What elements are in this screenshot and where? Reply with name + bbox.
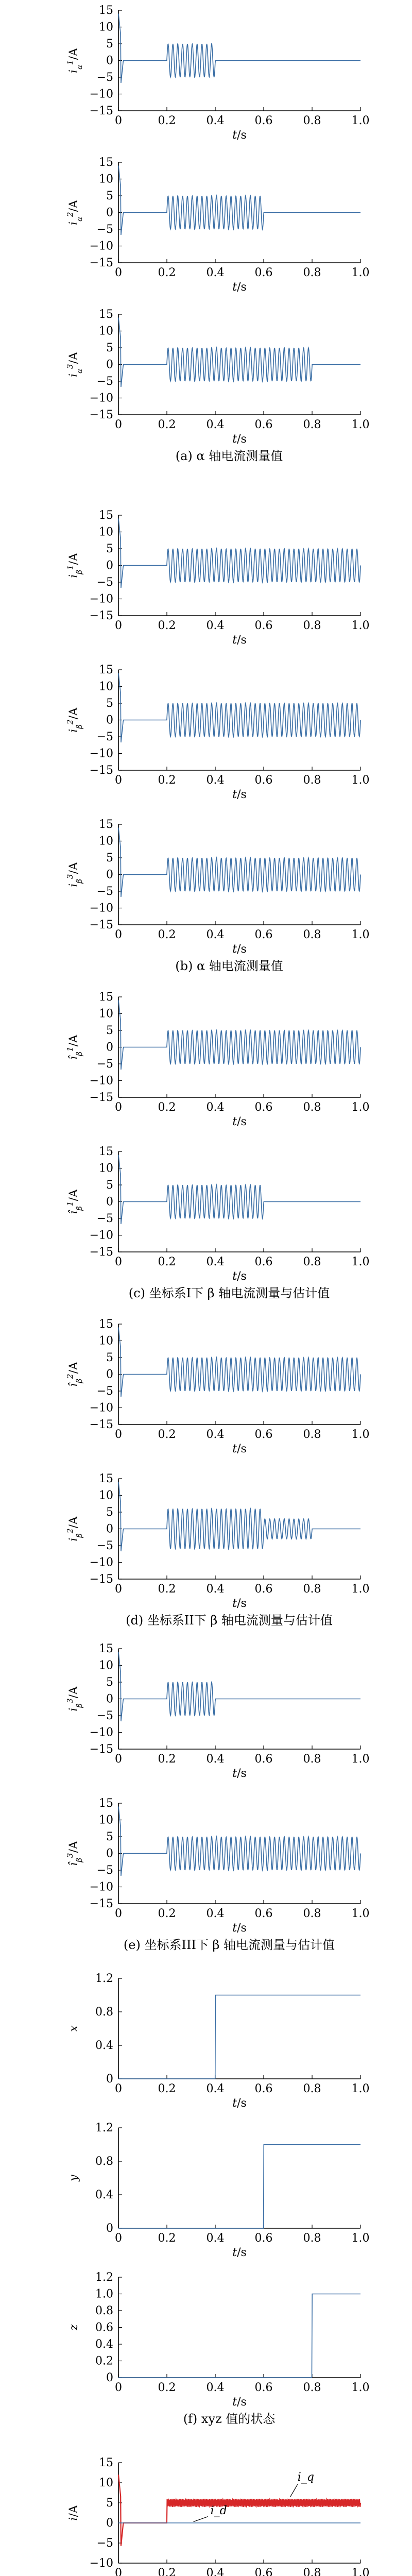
y-axis-label: $î_\beta^1/A$	[65, 1035, 84, 1060]
y-tick-label: 0	[106, 868, 113, 882]
y-tick-label: −5	[96, 576, 113, 589]
panel-caption: (f) xyz 值的状态	[183, 2412, 276, 2426]
y-tick-label: 10	[99, 680, 113, 693]
panel-caption: (d) 坐标系II下 β 轴电流测量与估计值	[126, 1613, 333, 1628]
y-tick-label: 15	[99, 991, 113, 1004]
x-tick-label: 0.6	[254, 2082, 273, 2095]
y-tick-label: 0	[106, 2371, 113, 2384]
x-tick-label: 0.2	[158, 774, 176, 787]
series-line-1	[118, 1155, 360, 1225]
x-tick-label: 0.8	[303, 2381, 321, 2394]
y-tick-label: 0	[106, 54, 113, 67]
x-tick-label: 0.8	[303, 114, 321, 127]
x-tick-label: 0	[115, 1907, 122, 1920]
y-tick-label: 0.4	[95, 2338, 113, 2351]
series-line-1	[118, 2145, 360, 2229]
x-tick-label: 0	[115, 2082, 122, 2095]
x-tick-label: 0.8	[303, 1753, 321, 1766]
annotation-id: i_d	[210, 2504, 227, 2517]
y-tick-label: −15	[89, 919, 113, 931]
x-tick-label: 0.4	[206, 1256, 225, 1268]
x-tick-label: 0.6	[254, 266, 273, 279]
y-tick-label: 10	[99, 1007, 113, 1021]
x-axis-label: t/s	[232, 2396, 247, 2409]
y-axis-label: $î_\beta^1/A$	[65, 1189, 84, 1214]
series-line-1	[118, 1328, 360, 1397]
x-tick-label: 0.6	[254, 114, 273, 127]
series-line-1	[118, 1807, 360, 1876]
x-tick-label: 0.6	[254, 418, 273, 431]
series-line-1	[118, 1652, 360, 1722]
y-tick-label: −10	[89, 747, 113, 760]
x-tick-label: 0.4	[206, 2082, 225, 2095]
y-tick-label: 5	[106, 1831, 113, 1843]
y-tick-label: −5	[96, 375, 113, 388]
x-axis-label: t/s	[232, 129, 247, 142]
y-tick-label: 10	[99, 1814, 113, 1827]
x-tick-label: 0	[115, 619, 122, 632]
x-tick-label: 0.8	[303, 1256, 321, 1268]
x-tick-label: 1.0	[351, 418, 370, 431]
y-tick-label: 0.8	[95, 2006, 113, 2019]
x-tick-label: 0	[115, 2381, 122, 2394]
y-tick-label: 10	[99, 526, 113, 539]
y-tick-label: 15	[99, 664, 113, 676]
x-tick-label: 0.2	[158, 2567, 176, 2576]
y-tick-label: 0	[106, 1368, 113, 1381]
y-axis-label: $i_\beta^3/A$	[65, 862, 84, 887]
y-axis-label: $i_\beta^1/A$	[65, 553, 84, 578]
y-tick-label: −15	[89, 409, 113, 421]
y-tick-label: −10	[89, 592, 113, 606]
x-axis-label: t/s	[232, 1115, 247, 1128]
x-axis-label: t/s	[232, 1767, 247, 1780]
x-tick-label: 0.2	[158, 2381, 176, 2394]
y-tick-label: 0.8	[95, 2155, 113, 2168]
y-axis-label: i/A	[67, 2505, 80, 2521]
y-tick-label: −15	[89, 1743, 113, 1756]
y-tick-label: 10	[99, 1659, 113, 1672]
x-axis-label: t/s	[232, 2097, 247, 2110]
y-tick-label: 10	[99, 2477, 113, 2489]
y-tick-label: 5	[106, 852, 113, 865]
y-tick-label: 5	[106, 543, 113, 555]
chart-panel-13	[67, 1972, 370, 2110]
x-tick-label: 0.2	[158, 418, 176, 431]
y-tick-label: 10	[99, 325, 113, 338]
y-tick-label: −5	[96, 1539, 113, 1552]
x-tick-label: 0.8	[303, 1583, 321, 1596]
series-line-1	[118, 1001, 360, 1070]
y-tick-label: 0	[106, 1522, 113, 1536]
y-tick-label: 15	[99, 1145, 113, 1158]
chart-panel-11	[65, 1642, 370, 1780]
x-axis-label: t/s	[232, 1597, 247, 1610]
y-axis-label: $i_\beta^2/A$	[65, 707, 84, 733]
y-tick-label: 10	[99, 1489, 113, 1502]
x-tick-label: 0.4	[206, 1907, 225, 1920]
x-tick-label: 0.8	[303, 1907, 321, 1920]
y-tick-label: −10	[89, 1074, 113, 1088]
y-tick-label: 0	[106, 2222, 113, 2235]
y-tick-label: 15	[99, 2456, 113, 2469]
y-tick-label: 10	[99, 173, 113, 186]
x-tick-label: 0.2	[158, 2232, 176, 2245]
x-tick-label: 0.6	[254, 1101, 273, 1114]
y-tick-label: 1.2	[95, 2122, 113, 2134]
y-tick-label: 1.2	[95, 2271, 113, 2284]
y-tick-label: 10	[99, 1162, 113, 1175]
series-line-1	[118, 318, 360, 387]
chart-panel-4	[65, 509, 370, 647]
x-tick-label: 1.0	[351, 2232, 370, 2245]
y-tick-label: 0	[106, 1692, 113, 1706]
y-tick-label: −5	[96, 885, 113, 898]
x-tick-label: 1.0	[351, 2082, 370, 2095]
x-tick-label: 1.0	[351, 1256, 370, 1268]
series-line-1	[118, 1482, 360, 1552]
y-tick-label: −5	[96, 1709, 113, 1722]
y-axis-label: $i_a^2/A$	[65, 200, 84, 225]
y-tick-label: −5	[96, 223, 113, 236]
x-tick-label: 0.6	[254, 2567, 273, 2576]
y-tick-label: 5	[106, 2497, 113, 2510]
panel-caption: (b) α 轴电流测量值	[175, 959, 283, 973]
y-tick-label: −5	[96, 1058, 113, 1071]
y-axis-label: $î_\beta^3/A$	[65, 1841, 84, 1866]
series-line-1	[118, 673, 360, 743]
y-tick-label: 5	[106, 1024, 113, 1037]
y-tick-label: −15	[89, 1573, 113, 1586]
y-axis-label: $î_\beta^2/A$	[65, 1362, 84, 1387]
annotation-iq: i_q	[297, 2471, 314, 2484]
x-tick-label: 0.6	[254, 1583, 273, 1596]
x-tick-label: 0	[115, 928, 122, 941]
series-line-1	[118, 14, 360, 83]
chart-panel-7	[65, 991, 370, 1128]
y-tick-label: 10	[99, 21, 113, 34]
y-tick-label: −15	[89, 1418, 113, 1431]
x-tick-label: 0.2	[158, 266, 176, 279]
chart-panel-10	[65, 1472, 370, 1628]
x-tick-label: 1.0	[351, 1753, 370, 1766]
x-tick-label: 0.2	[158, 2082, 176, 2095]
x-tick-label: 0	[115, 774, 122, 787]
y-tick-label: 0	[106, 2517, 113, 2530]
x-tick-label: 0	[115, 1753, 122, 1766]
chart-panel-14	[67, 2122, 370, 2259]
x-tick-label: 0.4	[206, 1753, 225, 1766]
y-tick-label: −10	[89, 1401, 113, 1415]
x-tick-label: 0.4	[206, 1428, 225, 1441]
x-tick-label: 0.8	[303, 266, 321, 279]
x-axis-label: t/s	[232, 943, 247, 956]
y-tick-label: 0	[106, 358, 113, 371]
y-tick-label: −15	[89, 257, 113, 269]
y-tick-label: 15	[99, 1797, 113, 1810]
y-tick-label: 5	[106, 1506, 113, 1519]
x-tick-label: 0.8	[303, 2567, 321, 2576]
y-tick-label: −10	[89, 88, 113, 101]
x-axis-label: t/s	[232, 1270, 247, 1283]
y-tick-label: −15	[89, 1897, 113, 1910]
x-axis-label: t/s	[232, 433, 247, 446]
x-tick-label: 0.2	[158, 1428, 176, 1441]
chart-panel-5	[65, 664, 370, 801]
x-tick-label: 0	[115, 1101, 122, 1114]
x-tick-label: 1.0	[351, 1907, 370, 1920]
x-tick-label: 0.4	[206, 1583, 225, 1596]
x-tick-label: 0.6	[254, 2381, 273, 2394]
x-tick-label: 0.6	[254, 1753, 273, 1766]
x-tick-label: 1.0	[351, 266, 370, 279]
x-tick-label: 0.4	[206, 619, 225, 632]
y-tick-label: −15	[89, 1091, 113, 1104]
x-tick-label: 0.6	[254, 619, 273, 632]
x-tick-label: 0	[115, 418, 122, 431]
y-tick-label: −5	[96, 731, 113, 743]
x-tick-label: 1.0	[351, 1428, 370, 1441]
x-tick-label: 0.8	[303, 2082, 321, 2095]
y-axis-label: z	[67, 2324, 80, 2331]
x-tick-label: 1.0	[351, 928, 370, 941]
x-tick-label: 0.8	[303, 1101, 321, 1114]
y-tick-label: 1.2	[95, 1972, 113, 1985]
y-tick-label: −15	[89, 105, 113, 117]
x-tick-label: 0.6	[254, 2232, 273, 2245]
y-tick-label: 0	[106, 1847, 113, 1860]
y-tick-label: −10	[89, 1726, 113, 1739]
x-tick-label: 0.6	[254, 1428, 273, 1441]
panel-caption: (e) 坐标系III下 β 轴电流测量与估计值	[123, 1938, 335, 1952]
y-tick-label: 0	[106, 2073, 113, 2086]
y-tick-label: 10	[99, 835, 113, 848]
x-axis-label: t/s	[232, 1922, 247, 1935]
y-tick-label: 0	[106, 559, 113, 572]
y-tick-label: 15	[99, 509, 113, 522]
x-tick-label: 0.6	[254, 1907, 273, 1920]
y-tick-label: 0.6	[95, 2321, 113, 2334]
chart-panel-2	[65, 156, 370, 294]
panel-caption: (c) 坐标系I下 β 轴电流测量与估计值	[128, 1286, 330, 1300]
x-tick-label: 0.2	[158, 928, 176, 941]
x-axis-label: t/s	[232, 788, 247, 801]
x-tick-label: 0.6	[254, 774, 273, 787]
y-tick-label: 15	[99, 1318, 113, 1331]
x-tick-label: 0.2	[158, 1256, 176, 1268]
y-axis-label: $i_\beta^3/A$	[65, 1686, 84, 1711]
y-axis-label: x	[67, 2025, 80, 2032]
x-tick-label: 1.0	[351, 114, 370, 127]
y-tick-label: −10	[89, 1229, 113, 1242]
y-tick-label: 0	[106, 1195, 113, 1209]
annotation-arrow-id	[194, 2517, 208, 2522]
y-tick-label: 15	[99, 818, 113, 831]
y-tick-label: −5	[96, 71, 113, 84]
y-tick-label: −10	[89, 392, 113, 405]
y-tick-label: 0	[106, 206, 113, 219]
x-tick-label: 0	[115, 1583, 122, 1596]
x-tick-label: 0	[115, 266, 122, 279]
x-tick-label: 0	[115, 1428, 122, 1441]
x-tick-label: 0	[115, 1256, 122, 1268]
x-tick-label: 0.8	[303, 2232, 321, 2245]
y-tick-label: 0	[106, 714, 113, 727]
x-tick-label: 0.2	[158, 1907, 176, 1920]
annotation-arrow-iq	[290, 2484, 298, 2497]
y-tick-label: −5	[96, 1212, 113, 1225]
x-tick-label: 0.8	[303, 1428, 321, 1441]
y-tick-label: −15	[89, 764, 113, 777]
series-line-1	[118, 519, 360, 588]
y-tick-label: −10	[89, 902, 113, 915]
y-tick-label: 5	[106, 1351, 113, 1364]
x-tick-label: 1.0	[351, 2381, 370, 2394]
x-tick-label: 1.0	[351, 2567, 370, 2576]
series-line-1	[118, 828, 360, 897]
y-tick-label: 5	[106, 697, 113, 710]
x-tick-label: 0	[115, 2567, 122, 2576]
y-tick-label: 5	[106, 342, 113, 354]
x-tick-label: 0.2	[158, 1753, 176, 1766]
y-axis-label: $i_a^3/A$	[65, 352, 84, 377]
x-tick-label: 1.0	[351, 619, 370, 632]
y-axis-label: $i_\beta^2/A$	[65, 1516, 84, 1541]
panel-caption: (a) α 轴电流测量值	[175, 449, 283, 463]
y-tick-label: −5	[96, 2537, 113, 2550]
chart-panel-8	[65, 1145, 370, 1300]
y-tick-label: 10	[99, 1334, 113, 1348]
y-tick-label: −10	[89, 2557, 113, 2570]
y-tick-label: 0.2	[95, 2354, 113, 2368]
y-tick-label: 0.4	[95, 2189, 113, 2201]
x-tick-label: 1.0	[351, 1101, 370, 1114]
x-tick-label: 0.4	[206, 114, 225, 127]
x-tick-label: 0	[115, 114, 122, 127]
x-tick-label: 0.8	[303, 928, 321, 941]
series-line-1	[118, 2294, 360, 2378]
y-tick-label: 5	[106, 190, 113, 202]
x-tick-label: 0.8	[303, 418, 321, 431]
y-tick-label: −5	[96, 1385, 113, 1398]
series-line-1	[118, 1995, 360, 2079]
x-tick-label: 0.4	[206, 2232, 225, 2245]
x-tick-label: 0.4	[206, 2567, 225, 2576]
x-tick-label: 0.6	[254, 1256, 273, 1268]
x-tick-label: 0.4	[206, 1101, 225, 1114]
y-tick-label: −15	[89, 609, 113, 622]
y-tick-label: 5	[106, 1179, 113, 1192]
x-tick-label: 0.8	[303, 774, 321, 787]
x-tick-label: 0.2	[158, 1583, 176, 1596]
x-tick-label: 0.4	[206, 928, 225, 941]
y-tick-label: −10	[89, 1880, 113, 1894]
series-line-iq	[118, 2475, 360, 2546]
x-tick-label: 0.2	[158, 114, 176, 127]
y-tick-label: 0.8	[95, 2304, 113, 2317]
chart-panel-3	[65, 308, 370, 463]
x-tick-label: 0.4	[206, 774, 225, 787]
x-tick-label: 0.6	[254, 928, 273, 941]
y-tick-label: −10	[89, 240, 113, 253]
chart-panel-9	[65, 1318, 370, 1455]
y-tick-label: −15	[89, 1246, 113, 1259]
y-tick-label: 5	[106, 1676, 113, 1689]
series-line-1	[118, 166, 360, 235]
y-tick-label: 15	[99, 1642, 113, 1655]
x-axis-label: t/s	[232, 1443, 247, 1455]
x-axis-label: t/s	[232, 634, 247, 647]
y-axis-label: y	[67, 2175, 80, 2181]
y-axis-label: $i_a^1/A$	[65, 48, 84, 73]
chart-panel-15	[67, 2271, 370, 2426]
x-axis-label: t/s	[232, 281, 247, 294]
x-tick-label: 1.0	[351, 774, 370, 787]
x-tick-label: 0.2	[158, 1101, 176, 1114]
y-tick-label: 5	[106, 38, 113, 50]
y-tick-label: −5	[96, 1864, 113, 1877]
chart-panel-1	[65, 4, 370, 142]
chart-panel-16	[67, 2456, 370, 2576]
y-tick-label: 0.4	[95, 2039, 113, 2052]
y-tick-label: −10	[89, 1556, 113, 1569]
x-axis-label: t/s	[232, 2246, 247, 2259]
x-tick-label: 0.4	[206, 266, 225, 279]
x-tick-label: 0.4	[206, 418, 225, 431]
chart-panel-12	[65, 1797, 370, 1952]
x-tick-label: 1.0	[351, 1583, 370, 1596]
chart-panel-6	[65, 818, 370, 973]
y-tick-label: 15	[99, 308, 113, 321]
y-tick-label: 15	[99, 1472, 113, 1485]
y-tick-label: 0	[106, 1041, 113, 1054]
x-tick-label: 0.8	[303, 619, 321, 632]
y-tick-label: 1.0	[95, 2287, 113, 2301]
y-tick-label: 15	[99, 156, 113, 169]
x-tick-label: 0.2	[158, 619, 176, 632]
y-tick-label: 15	[99, 4, 113, 17]
x-tick-label: 0	[115, 2232, 122, 2245]
x-tick-label: 0.4	[206, 2381, 225, 2394]
